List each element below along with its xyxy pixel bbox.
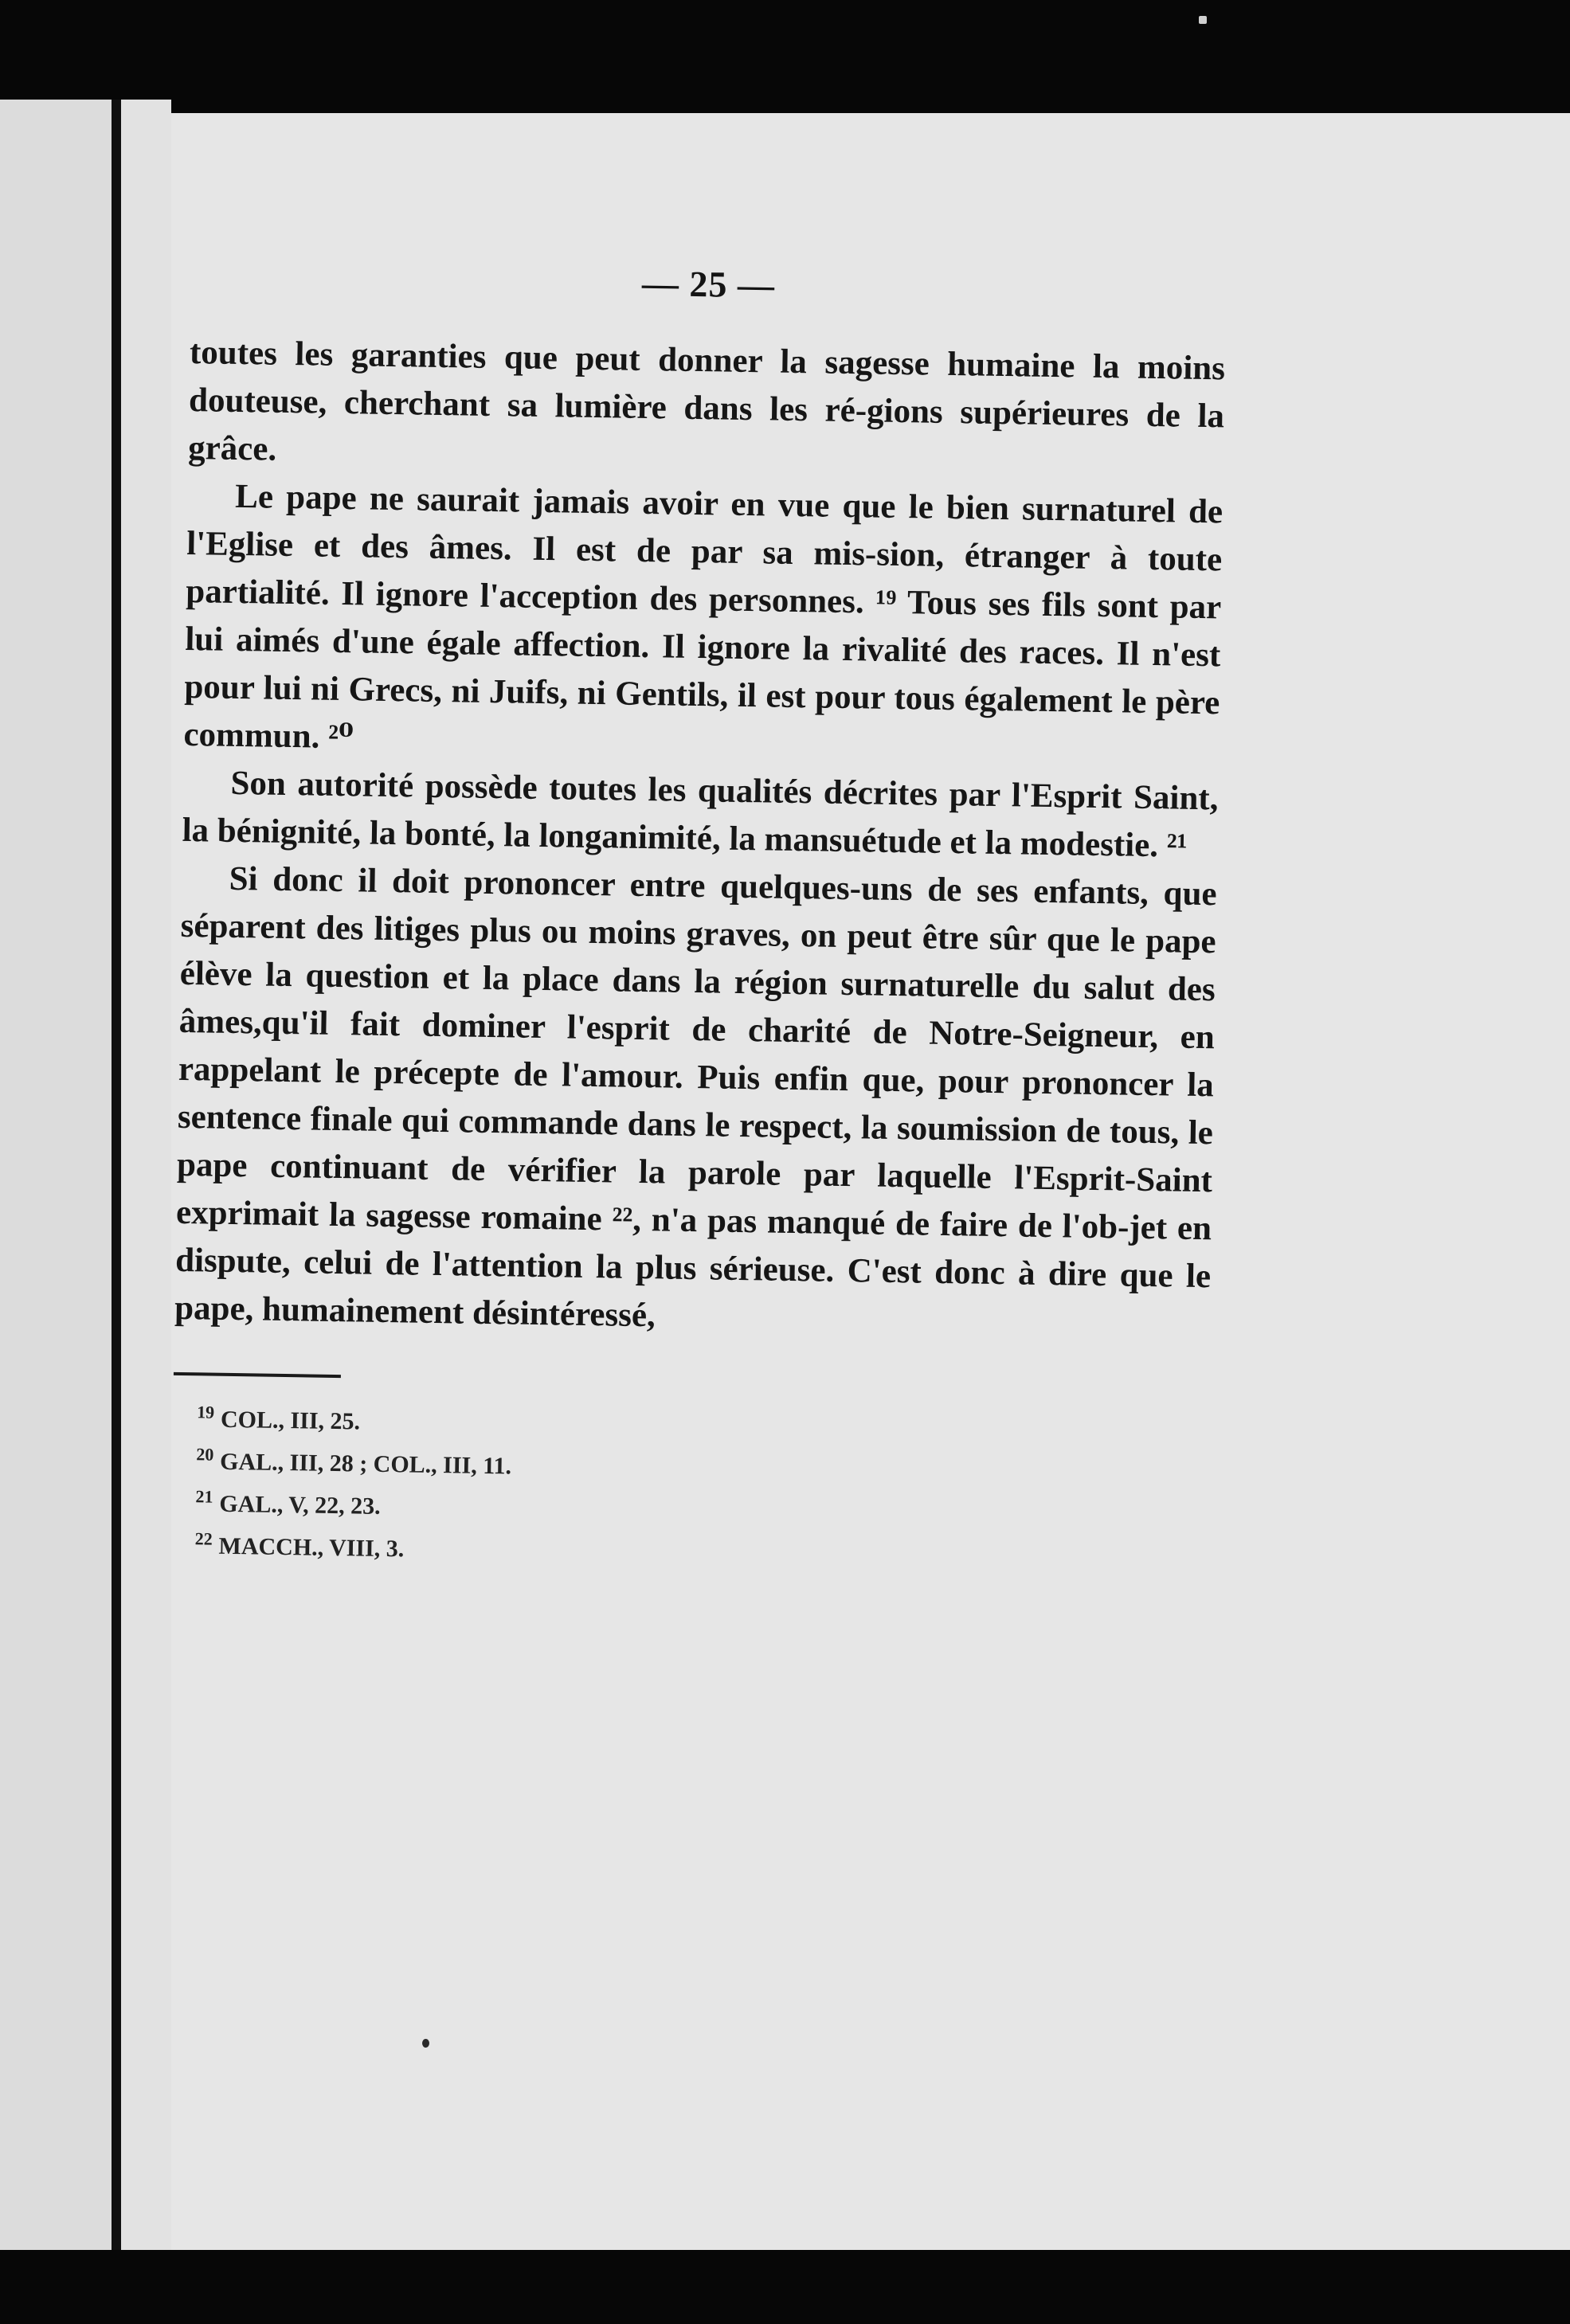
page-content xyxy=(170,255,1227,1579)
scan-speck xyxy=(1199,16,1207,24)
body-paragraph: Si donc il doit prononcer entre quelques-uns de ses enfants, que séparent des litiges plus ou moins graves, on peut être sûr que le pape élève la question et la place dans la région surnaturelle du salut des âmes,qu'il fait dominer l'esprit de charité de Notre-Seigneur, en rappelant le précepte de l'amour. Puis enfin que, pour prononcer la sentence finale qui commande dans le respect, la soumission de tous, le pape continuant de vérifier la parole par laquelle l'Esprit-Saint exprimait la sagesse romaine ²², n'a pas manqué de faire de l'ob-jet en dispute, celui de l'attention la plus sérieuse. C'est donc à dire que le pape, humainement désintéressé, xyxy=(174,859,1217,1335)
footnotes xyxy=(170,1395,1208,1579)
footnote-text: MACCH., VIII, 3. xyxy=(218,1532,405,1563)
footnote-text: COL., III, 25. xyxy=(220,1406,361,1435)
footnote-number: 21 xyxy=(195,1486,213,1507)
body-paragraph: toutes les garanties que peut donner la sagesse humaine la moins douteuse, cherchant sa lumière dans les ré-gions supérieures de la grâce. xyxy=(187,333,1226,468)
footnote-number: 19 xyxy=(196,1402,215,1422)
footnote-text: GAL., III, 28 ; COL., III, 11. xyxy=(219,1448,512,1480)
footnote-separator xyxy=(174,1372,341,1378)
facing-page-margin xyxy=(121,100,171,2250)
body-paragraph: Son autorité possède toutes les qualités décrites par l'Esprit Saint, la bénignité, la bonté, la longanimité, la mansuétude et la modestie. ²¹ xyxy=(182,764,1219,865)
page-gutter-line xyxy=(112,100,121,2250)
footnote-number: 22 xyxy=(194,1528,213,1549)
scan-dust-mark xyxy=(422,2039,429,2048)
footnote-number: 20 xyxy=(196,1444,214,1465)
body-paragraph: Le pape ne saurait jamais avoir en vue que le bien surnaturel de l'Eglise et des âmes. Il est de par sa mis-sion, étranger à toute partialité. Il ignore l'acception des personnes. ¹⁹ Tous ses fils sont par lui aimés d'une égale affection. Il ignore la rivalité des races. Il n'est pour lui ni Grecs, ni Juifs, ni Gentils, il est pour tous également le père commun. ²⁰ xyxy=(183,477,1224,757)
page-number: — 25 — xyxy=(641,262,776,306)
footnote-text: GAL., V, 22, 23. xyxy=(219,1490,381,1520)
